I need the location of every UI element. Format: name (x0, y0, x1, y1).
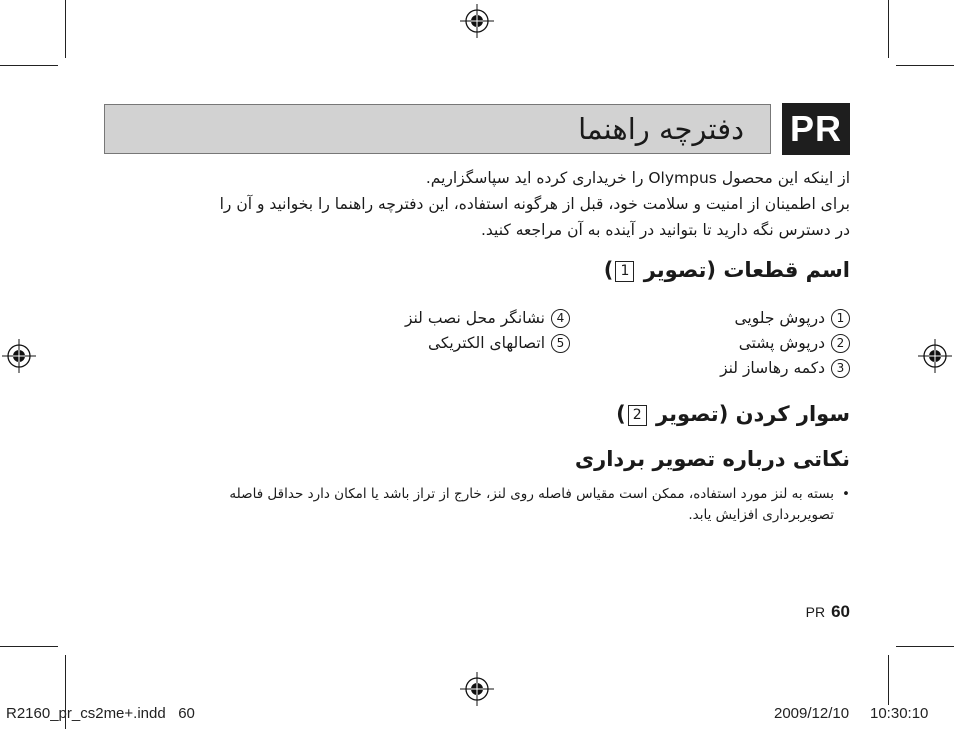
part-label: نشانگر محل نصب لنز (404, 309, 545, 327)
part-item (739, 334, 850, 353)
crop-mark-top-right-vertical (888, 0, 889, 58)
crop-mark-bottom-left-horizontal (0, 646, 58, 647)
mounting-heading: سوار کردن (تصویر 2) (616, 402, 850, 426)
registration-mark-icon (460, 4, 494, 38)
part-item (720, 359, 850, 378)
intro-line: از اینکه این محصول Olympus را خریداری کرده اید سپاسگزاریم. (425, 169, 850, 187)
crop-mark-bottom-right-vertical (888, 655, 889, 705)
registration-mark-icon (2, 339, 36, 373)
bullet-dot: • (842, 486, 850, 502)
crop-mark-top-right-horizontal (896, 65, 954, 66)
registration-mark-icon (918, 339, 952, 373)
part-number-circle: 2 (831, 334, 850, 353)
part-number-circle: 4 (551, 309, 570, 328)
parts-heading: اسم قطعات (تصویر 1) (603, 258, 850, 282)
page-title: دفترچه راهنما (578, 112, 744, 146)
note-bullet (120, 484, 850, 526)
footer-date: 2009/12/10 (774, 705, 850, 722)
intro-line: در دسترس نگه دارید تا بتوانید در آینده به آن مراجعه کنید. (480, 221, 850, 239)
page-lang-code: PR (805, 604, 826, 620)
part-number-circle: 5 (551, 334, 570, 353)
figure-number-box: 1 (615, 261, 634, 282)
registration-mark-icon (460, 672, 494, 706)
crop-mark-top-left-horizontal (0, 65, 58, 66)
page-number (806, 602, 850, 622)
part-item (405, 309, 570, 328)
intro-line: برای اطمینان از امنیت و سلامت خود، قبل از هرگونه استفاده، این دفترچه راهنما را بخوانید و آن را (219, 195, 850, 213)
part-item (428, 334, 570, 353)
footer-time: 10:30:10 (870, 705, 929, 722)
intro-paragraph (110, 165, 850, 243)
crop-mark-top-left-vertical (65, 0, 66, 58)
language-badge: PR (782, 103, 850, 155)
part-label: اتصالهای الکتریکی (427, 334, 545, 352)
part-number-circle: 1 (831, 309, 850, 328)
crop-mark-bottom-right-horizontal (896, 646, 954, 647)
note-line: تصویربرداری افزایش یابد. (688, 507, 834, 523)
footer-filename: R2160_pr_cs2me+.indd 60 (6, 705, 195, 722)
note-line: •بسته به لنز مورد استفاده، ممکن است مقیاس فاصله روی لنز، خارج از تراز باشد یا امکان دارد حداقل فاصله (229, 486, 850, 502)
title-bar (104, 104, 771, 154)
part-item (734, 309, 850, 328)
page-number-value: 60 (831, 602, 850, 621)
part-label: درپوش پشتی (738, 334, 825, 352)
part-label: دکمه رهاساز لنز (720, 359, 825, 377)
part-number-circle: 3 (831, 359, 850, 378)
figure-number-box: 2 (628, 405, 647, 426)
notes-heading: نکاتی درباره تصویر برداری (574, 447, 850, 471)
part-label: درپوش جلویی (734, 309, 825, 327)
